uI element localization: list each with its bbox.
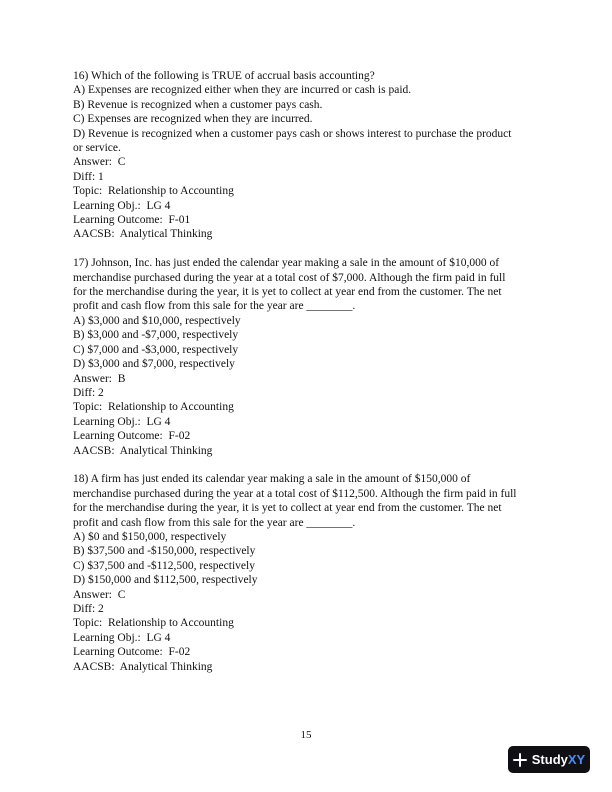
plus-icon xyxy=(513,753,527,767)
question-stem: for the merchandise during the year, it is yet to collect at year end from the customer. The net xyxy=(73,286,502,299)
option-a: A) $0 and $150,000, respectively xyxy=(73,530,227,543)
topic: Topic: Relationship to Accounting xyxy=(73,617,234,630)
option-a: A) $3,000 and $10,000, respectively xyxy=(73,314,241,327)
question-stem: merchandise purchased during the year at a total cost of $112,500. Although the firm paid in full xyxy=(73,487,517,500)
learning-outcome: Learning Outcome: F-02 xyxy=(73,430,191,443)
brand-name-study: Study xyxy=(531,752,568,767)
difficulty: Diff: 2 xyxy=(73,386,104,399)
question-16 xyxy=(73,69,541,242)
aacsb: AACSB: Analytical Thinking xyxy=(73,228,213,241)
option-d-continued: or service. xyxy=(73,142,121,155)
question-18 xyxy=(73,472,541,674)
question-stem: merchandise purchased during the year at a total cost of $7,000. Although the firm paid in full xyxy=(73,271,506,284)
question-list xyxy=(73,69,541,688)
learning-outcome: Learning Outcome: F-01 xyxy=(73,214,191,227)
option-d: D) Revenue is recognized when a customer pays cash or shows interest to purchase the product xyxy=(73,127,512,140)
answer: Answer: C xyxy=(73,156,126,169)
learning-objective: Learning Obj.: LG 4 xyxy=(73,415,171,428)
option-a: A) Expenses are recognized either when they are incurred or cash is paid. xyxy=(73,84,412,97)
option-d: D) $150,000 and $112,500, respectively xyxy=(73,574,258,587)
page-number: 15 xyxy=(300,729,312,741)
difficulty: Diff: 1 xyxy=(73,170,104,183)
option-c: C) Expenses are recognized when they are incurred. xyxy=(73,113,313,126)
option-c: C) $7,000 and -$3,000, respectively xyxy=(73,343,239,356)
studyxy-badge[interactable] xyxy=(508,746,590,773)
option-c: C) $37,500 and -$112,500, respectively xyxy=(73,559,255,572)
learning-objective: Learning Obj.: LG 4 xyxy=(73,199,171,212)
learning-outcome: Learning Outcome: F-02 xyxy=(73,646,191,659)
topic: Topic: Relationship to Accounting xyxy=(73,185,234,198)
option-d: D) $3,000 and $7,000, respectively xyxy=(73,358,235,371)
question-stem: 17) Johnson, Inc. has just ended the calendar year making a sale in the amount of $10,000 of xyxy=(73,257,500,270)
question-17 xyxy=(73,256,541,458)
question-stem: for the merchandise during the year, it is yet to collect at year end from the customer. The net xyxy=(73,502,502,515)
answer: Answer: B xyxy=(73,372,126,385)
aacsb: AACSB: Analytical Thinking xyxy=(73,660,213,673)
option-b: B) $3,000 and -$7,000, respectively xyxy=(73,329,239,342)
answer: Answer: C xyxy=(73,588,126,601)
option-b: B) Revenue is recognized when a customer pays cash. xyxy=(73,98,323,111)
question-stem: profit and cash flow from this sale for the year are ________. xyxy=(73,516,356,529)
learning-objective: Learning Obj.: LG 4 xyxy=(73,631,171,644)
difficulty: Diff: 2 xyxy=(73,603,104,615)
question-stem: profit and cash flow from this sale for the year are ________. xyxy=(73,300,356,313)
brand-name-xy: XY xyxy=(567,752,586,767)
question-stem: 16) Which of the following is TRUE of accrual basis accounting? xyxy=(73,70,375,82)
option-b: B) $37,500 and -$150,000, respectively xyxy=(73,545,256,558)
topic: Topic: Relationship to Accounting xyxy=(73,401,234,414)
question-stem: 18) A firm has just ended its calendar year making a sale in the amount of $150,000 of xyxy=(73,473,471,486)
aacsb: AACSB: Analytical Thinking xyxy=(73,444,213,457)
